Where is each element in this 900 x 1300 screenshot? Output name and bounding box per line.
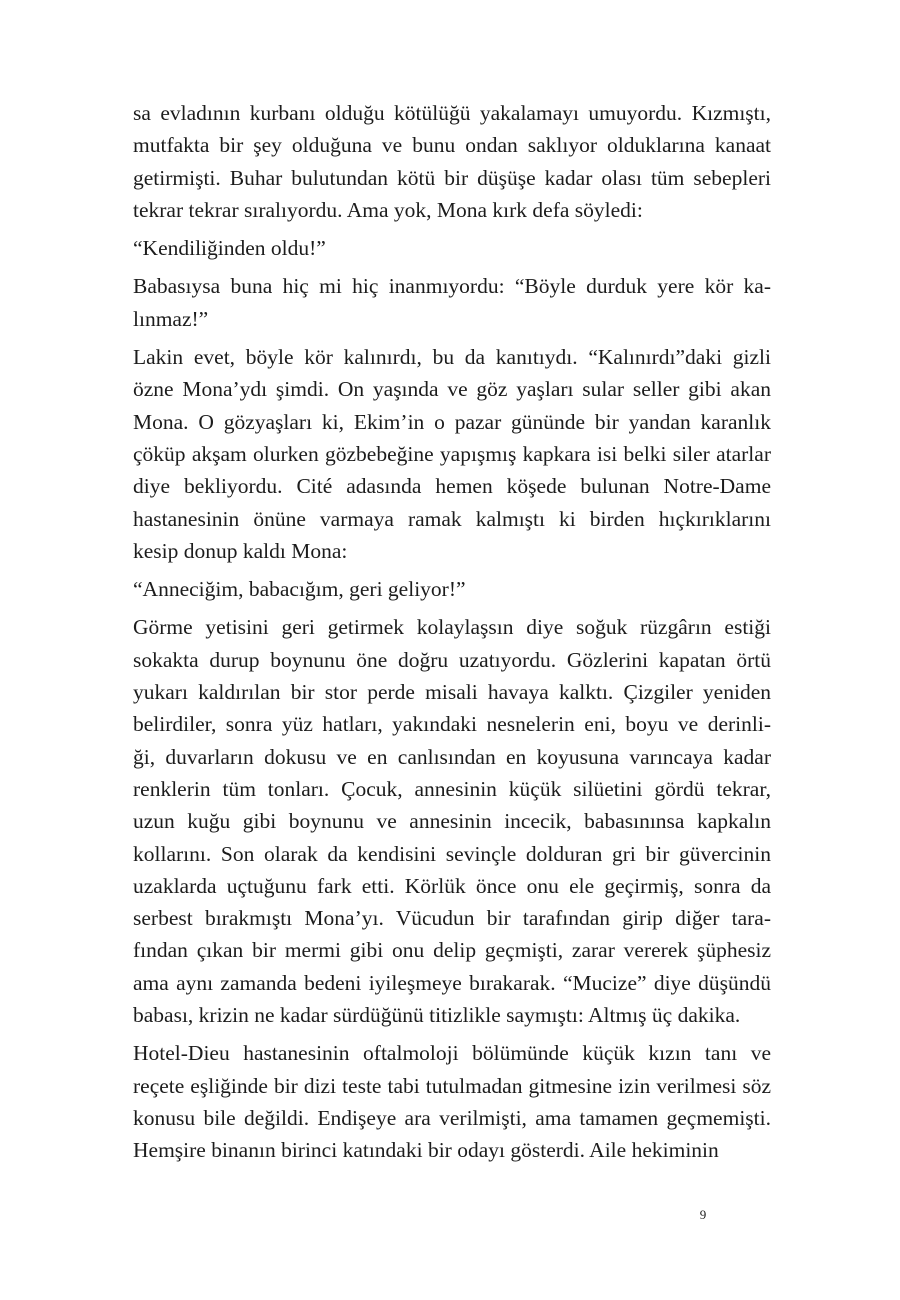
paragraph <box>133 1037 771 1166</box>
text-line: Babasıysa buna hiç mi hiç inanmıyordu: “Böyle durduk yere kör ka- <box>133 274 771 299</box>
text-line: Lakin evet, böyle kör kalınırdı, bu da kanıtıydı. “Kalınırdı”daki gizli <box>133 345 771 370</box>
text-line: Hemşire binanın birinci katındaki bir odayı gösterdi. Aile hekiminin <box>133 1138 719 1163</box>
text-line: babası, krizin ne kadar sürdüğünü titizlikle saymıştı: Altmış üç dakika. <box>133 1003 741 1028</box>
text-line: hastanesinin önüne varmaya ramak kalmıştı ki birden hıçkırıklarını <box>133 506 771 531</box>
text-line: ama aynı zamanda bedeni iyileşmeye bırakarak. “Mucize” diye düşündü <box>133 970 771 995</box>
paragraph <box>133 611 771 1031</box>
paragraph <box>133 232 771 264</box>
text-line: çöküp akşam olurken gözbebeğine yapışmış kapkara isi belki siler atarlar <box>133 441 771 466</box>
text-line: Hotel-Dieu hastanesinin oftalmoloji bölümünde küçük kızın tanı ve <box>133 1041 771 1066</box>
text-line: ği, duvarların dokusu ve en canlısından en koyusuna varıncaya kadar <box>133 744 771 769</box>
text-line: sokakta durup boynunu öne doğru uzatıyordu. Gözlerini kapatan örtü <box>133 647 771 672</box>
text-line: belirdiler, sonra yüz hatları, yakındaki nesnelerin eni, boyu ve derinli- <box>133 712 771 737</box>
text-line: fından çıkan bir mermi gibi onu delip geçmişti, zarar vererek şüphesiz <box>133 938 771 963</box>
text-line: “Kendiliğinden oldu!” <box>133 236 326 261</box>
text-line: diye bekliyordu. Cité adasında hemen köşede bulunan Notre-Dame <box>133 474 771 499</box>
text-line: uzun kuğu gibi boynunu ve annesinin incecik, babasınınsa kapkalın <box>133 809 771 834</box>
text-line: konusu bile değildi. Endişeye ara verilmişti, ama tamamen geçmemişti. <box>133 1105 771 1130</box>
text-line: kesip donup kaldı Mona: <box>133 538 348 563</box>
text-line: Mona. O gözyaşları ki, Ekim’in o pazar gününde bir yandan karanlık <box>133 409 771 434</box>
text-line: yukarı kaldırılan bir stor perde misali havaya kalktı. Çizgiler yeniden <box>133 680 771 705</box>
text-line: kollarını. Son olarak da kendisini sevinçle dolduran gri bir güvercinin <box>133 841 771 866</box>
text-line: reçete eşliğinde bir dizi teste tabi tutulmadan gitmesine izin verilmesi söz <box>133 1073 771 1098</box>
text-line: uzaklarda uçtuğunu fark etti. Körlük önce onu ele geçirmiş, sonra da <box>133 873 771 898</box>
paragraph <box>133 341 771 567</box>
text-line: lınmaz!” <box>133 306 209 331</box>
text-line: getirmişti. Buhar bulutundan kötü bir düşüşe kadar olası tüm sebepleri <box>133 165 771 190</box>
paragraph <box>133 97 771 226</box>
text-line: renklerin tüm tonları. Çocuk, annesinin küçük silüetini gördü tekrar, <box>133 776 771 801</box>
paragraph <box>133 270 771 335</box>
text-line: sa evladının kurbanı olduğu kötülüğü yakalamayı umuyordu. Kızmıştı, <box>133 101 771 125</box>
text-line: mutfakta bir şey olduğuna ve bunu ondan saklıyor olduklarına kanaat <box>133 133 771 158</box>
page-number: 9 <box>699 1207 707 1222</box>
text-line: serbest bırakmıştı Mona’yı. Vücudun bir tarafından girip diğer tara- <box>133 906 771 931</box>
text-line: Görme yetisini geri getirmek kolaylaşsın diye soğuk rüzgârın estiği <box>133 615 771 640</box>
body-text <box>133 97 771 1173</box>
paragraph <box>133 573 771 605</box>
text-line: özne Mona’ydı şimdi. On yaşında ve göz yaşları sular seller gibi akan <box>133 377 771 402</box>
text-line: “Anneciğim, babacığım, geri geliyor!” <box>133 577 466 602</box>
text-line: tekrar tekrar sıralıyordu. Ama yok, Mona kırk defa söyledi: <box>133 197 643 222</box>
